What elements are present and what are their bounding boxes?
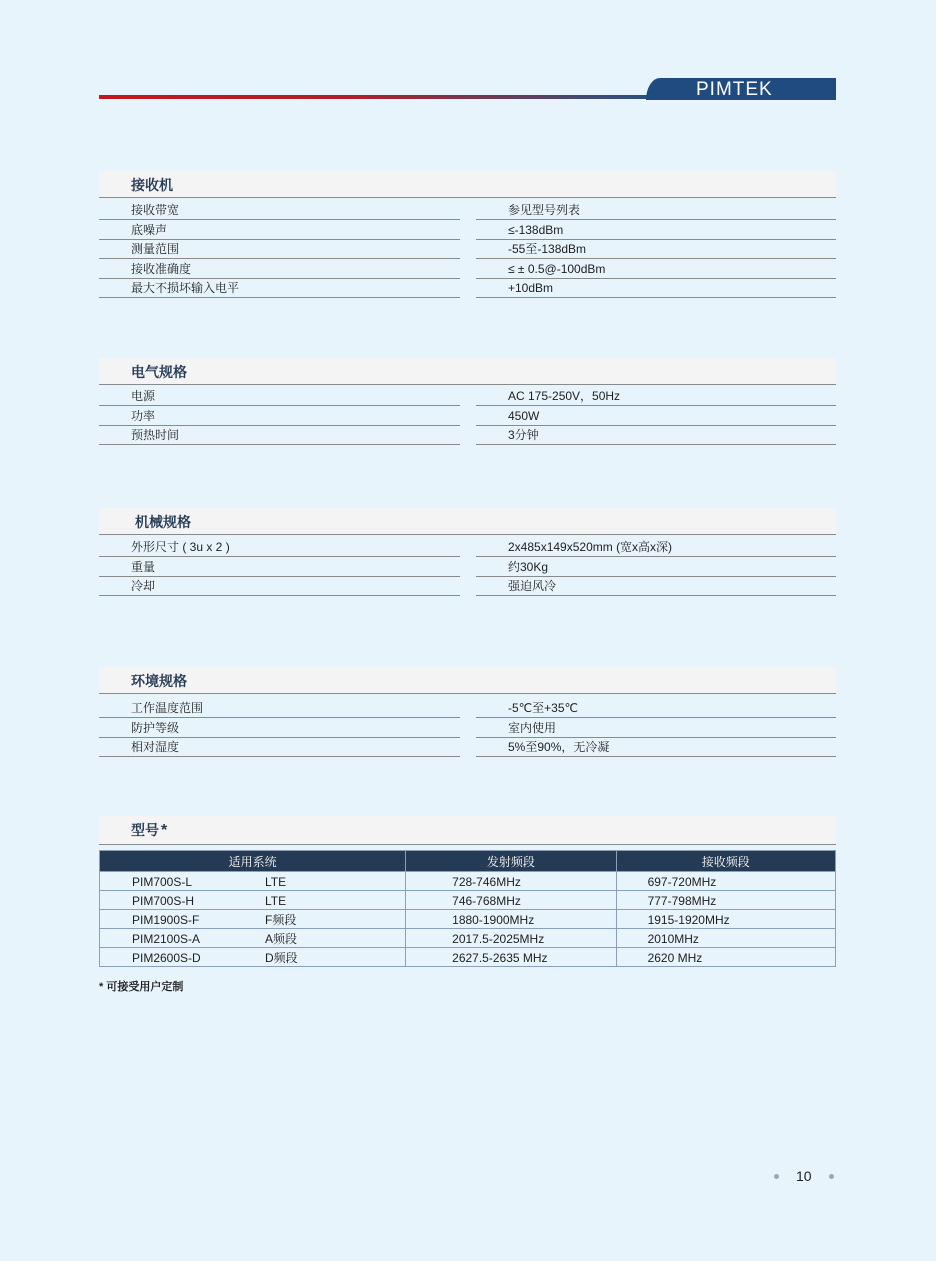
spec-row	[99, 576, 836, 596]
section-title: 机械规格	[135, 514, 191, 530]
section-header	[99, 816, 836, 845]
rx-band: 2010MHz	[647, 932, 699, 946]
section-header	[99, 667, 836, 694]
spec-row	[99, 537, 836, 557]
table-row	[100, 929, 836, 948]
section-title	[131, 820, 167, 840]
model-name: PIM2100S-A	[132, 932, 201, 946]
model-name: PIM700S-L	[132, 875, 193, 889]
spec-row	[99, 406, 836, 426]
spec-value: ≤-138dBm	[508, 222, 564, 237]
table-row	[100, 872, 836, 891]
model-name: PIM700S-H	[132, 894, 195, 908]
spec-row	[99, 220, 836, 240]
spec-value: 室内使用	[508, 720, 557, 735]
spec-row	[99, 698, 836, 718]
spec-value: 强迫风冷	[508, 579, 557, 593]
spec-row	[99, 425, 836, 445]
tx-band: 746-768MHz	[452, 894, 521, 908]
table-row	[100, 910, 836, 929]
page-number: 10	[796, 1168, 812, 1184]
spec-row	[99, 386, 836, 406]
spec-row	[99, 718, 836, 738]
rx-band: 1915-1920MHz	[647, 913, 730, 927]
section-title: 环境规格	[131, 673, 187, 689]
section-header	[99, 171, 836, 198]
spec-row	[99, 278, 836, 298]
spec-value: 3分钟	[508, 428, 539, 442]
model-system: LTE	[265, 894, 287, 908]
spec-label: 重量	[131, 559, 156, 574]
models-title-text: 型号	[131, 822, 159, 838]
asterisk-mark: *	[161, 822, 168, 839]
tx-band: 728-746MHz	[452, 875, 521, 889]
spec-row	[99, 200, 836, 220]
spec-value: -55至-138dBm	[508, 242, 587, 256]
spec-value: AC 175-250V，50Hz	[508, 389, 621, 403]
header-rule	[99, 95, 659, 99]
electrical-section	[99, 358, 836, 445]
spec-row	[99, 737, 836, 757]
spec-label: 相对湿度	[131, 740, 180, 754]
section-title: 电气规格	[131, 364, 187, 380]
models-section	[99, 816, 836, 845]
section-title: 接收机	[131, 177, 173, 193]
spec-label: 接收带宽	[131, 203, 180, 217]
spec-label: 电源	[131, 389, 156, 403]
rx-band: 697-720MHz	[647, 875, 717, 889]
table-row	[100, 948, 836, 967]
model-system: D频段	[265, 951, 298, 965]
receiver-section	[99, 171, 836, 298]
spec-value: 450W	[508, 408, 540, 423]
spec-label: 接收准确度	[131, 261, 192, 276]
tx-band: 1880-1900MHz	[452, 913, 535, 927]
section-header	[99, 508, 836, 535]
model-name: PIM1900S-F	[132, 913, 200, 927]
spec-row	[99, 239, 836, 259]
spec-row	[99, 259, 836, 279]
section-header	[99, 358, 836, 385]
spec-label: 底噪声	[131, 222, 168, 237]
model-name: PIM2600S-D	[132, 951, 201, 965]
spec-label: 防护等级	[131, 720, 180, 735]
dot-icon	[829, 1174, 834, 1179]
tx-band: 2627.5-2635 MHz	[452, 951, 548, 965]
rx-band: 777-798MHz	[647, 894, 717, 908]
brand-banner	[646, 78, 836, 100]
spec-value: ≤ ± 0.5@-100dBm	[508, 261, 606, 276]
column-header-system: 适用系统	[100, 851, 406, 872]
table-row	[100, 891, 836, 910]
spec-row	[99, 557, 836, 577]
model-system: LTE	[265, 875, 287, 889]
environment-section	[99, 667, 836, 757]
model-system: A频段	[265, 932, 298, 946]
footnote: * 可接受用户定制	[99, 981, 184, 993]
models-table	[99, 850, 836, 967]
mechanical-section	[99, 508, 836, 596]
spec-value: +10dBm	[508, 281, 554, 295]
spec-label: 功率	[131, 408, 156, 423]
spec-label: 预热时间	[131, 428, 180, 442]
spec-value: 参见型号列表	[508, 203, 581, 217]
page-indicator	[770, 1167, 840, 1187]
brand-logo-text: PIMTEK	[696, 79, 773, 100]
spec-label: 工作温度范围	[131, 701, 204, 715]
rx-band: 2620 MHz	[647, 951, 703, 965]
column-header-rx: 接收频段	[616, 851, 835, 872]
spec-label: 冷却	[131, 579, 156, 593]
spec-label: 最大不损坏输入电平	[131, 281, 240, 295]
column-header-tx: 发射频段	[406, 851, 616, 872]
spec-value: 2x485x149x520mm (宽x高x深)	[508, 540, 673, 554]
tx-band: 2017.5-2025MHz	[452, 932, 545, 946]
spec-value: -5℃至+35℃	[508, 701, 578, 715]
spec-label: 测量范围	[131, 242, 180, 256]
model-system: F频段	[265, 913, 297, 927]
table-header-row	[100, 851, 836, 872]
spec-value: 约30Kg	[508, 559, 549, 574]
spec-label: 外形尺寸 ( 3u x 2 )	[131, 540, 230, 554]
dot-icon	[774, 1174, 779, 1179]
spec-value: 5%至90%，无冷凝	[508, 740, 610, 754]
